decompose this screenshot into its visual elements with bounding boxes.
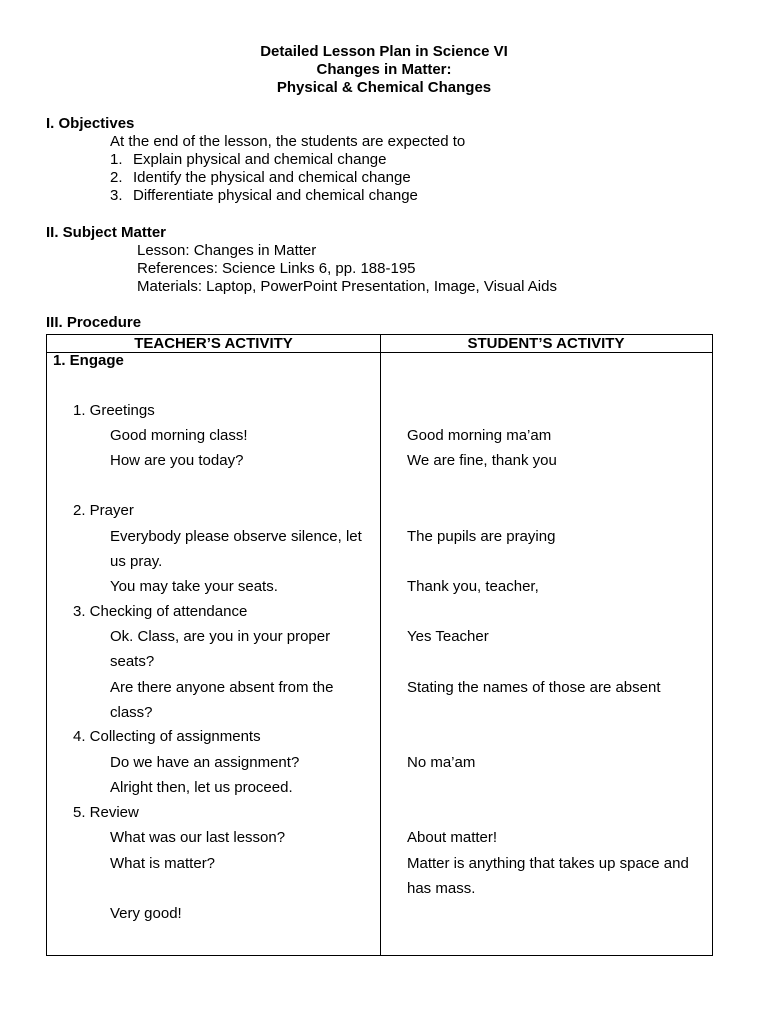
objective-number: 1. [110, 151, 123, 168]
objectives-heading: I. Objectives [46, 115, 135, 132]
engage-section-label: 1. Engage [53, 352, 124, 369]
teacher-line: us pray. [110, 553, 163, 570]
subject-matter-heading: II. Subject Matter [46, 224, 167, 241]
lesson-line: Lesson: Changes in Matter [137, 242, 317, 259]
student-line: Stating the names of those are absent [407, 679, 661, 696]
step-title-assignments: 4. Collecting of assignments [73, 728, 261, 745]
document-topic: Physical & Chemical Changes [276, 79, 492, 96]
teacher-line: class? [110, 704, 153, 721]
student-line: Matter is anything that takes up space and [407, 855, 689, 872]
student-line: has mass. [407, 880, 476, 897]
objective-item: Identify the physical and chemical change [133, 169, 411, 186]
step-title-prayer: 2. Prayer [73, 502, 134, 519]
procedure-heading: III. Procedure [46, 314, 142, 331]
student-column-header: STUDENT’S ACTIVITY [467, 335, 625, 352]
student-line: The pupils are praying [407, 528, 556, 545]
objective-number: 2. [110, 169, 123, 186]
objective-item: Differentiate physical and chemical change [133, 187, 418, 204]
student-line: Thank you, teacher, [407, 578, 539, 595]
teacher-line: Everybody please observe silence, let [110, 528, 362, 545]
document-title: Detailed Lesson Plan in Science VI [260, 43, 508, 60]
references-line: References: Science Links 6, pp. 188-195 [137, 260, 416, 277]
column-divider [380, 335, 381, 955]
procedure-table [46, 334, 713, 956]
student-line: No ma’am [407, 754, 476, 771]
materials-line: Materials: Laptop, PowerPoint Presentation, Image, Visual Aids [137, 278, 557, 295]
teacher-line: seats? [110, 653, 155, 670]
teacher-line: How are you today? [110, 452, 244, 469]
teacher-line: What is matter? [110, 855, 216, 872]
student-line: Good morning ma’am [407, 427, 552, 444]
objectives-intro: At the end of the lesson, the students are expected to [110, 133, 466, 150]
objective-item: Explain physical and chemical change [133, 151, 387, 168]
objective-number: 3. [110, 187, 123, 204]
teacher-line: Are there anyone absent from the [110, 679, 334, 696]
teacher-line: Alright then, let us proceed. [110, 779, 293, 796]
step-title-greetings: 1. Greetings [73, 402, 155, 419]
teacher-column-header: TEACHER’S ACTIVITY [134, 335, 293, 352]
teacher-line: Ok. Class, are you in your proper [110, 628, 331, 645]
step-title-review: 5. Review [73, 804, 139, 821]
teacher-line: What was our last lesson? [110, 829, 286, 846]
student-line: We are fine, thank you [407, 452, 557, 469]
teacher-line: Very good! [110, 905, 182, 922]
student-line: Yes Teacher [407, 628, 489, 645]
teacher-line: Good morning class! [110, 427, 248, 444]
teacher-line: You may take your seats. [110, 578, 278, 595]
document-subtitle: Changes in Matter: [316, 61, 452, 78]
teacher-line: Do we have an assignment? [110, 754, 300, 771]
student-line: About matter! [407, 829, 498, 846]
header-divider [47, 352, 712, 353]
step-title-attendance: 3. Checking of attendance [73, 603, 248, 620]
